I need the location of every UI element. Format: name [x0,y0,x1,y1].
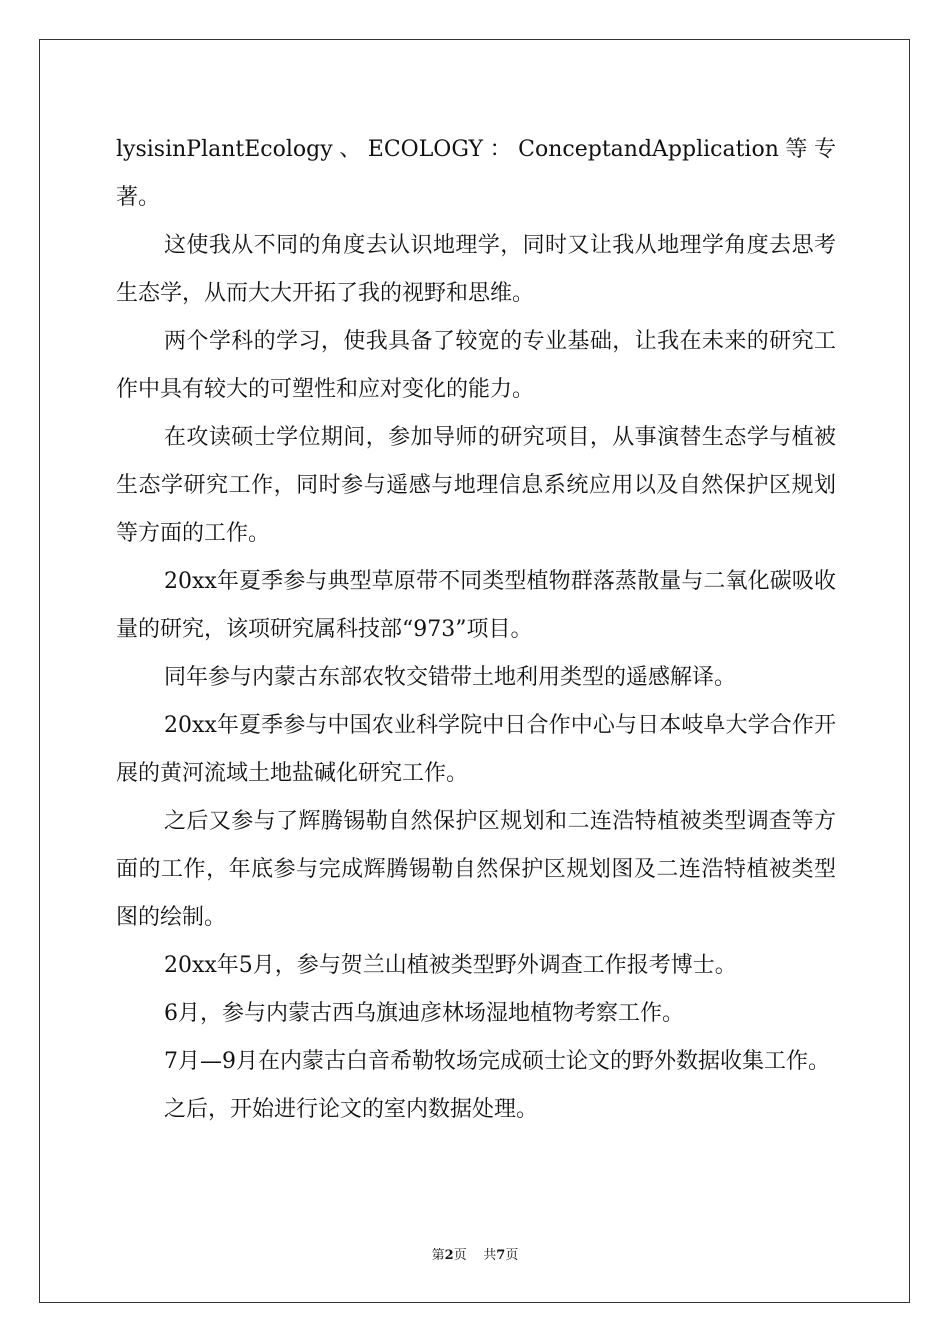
paragraph-12: 之后，开始进行论文的室内数据处理。 [164,1097,539,1122]
page-suffix: 页 [453,1248,467,1263]
total-suffix: 页 [505,1248,519,1263]
paragraph-3: 两个学科的学习，使我具备了较宽的专业基础，让我在未来的研究工作中具有较大的可塑性和应对变化的能力。 [116,329,836,402]
paragraph-6: 同年参与内蒙古东部农牧交错带土地利用类型的遥感解译。 [164,665,737,690]
paragraph-11: 7月—9月在内蒙古白音希勒牧场完成硕士论文的野外数据收集工作。 [164,1049,830,1074]
page-footer [0,1244,950,1263]
page-number: 2 [444,1248,454,1263]
paragraph-5: 20xx年夏季参与典型草原带不同类型植物群落蒸散量与二氧化碳吸收量的研究，该项研究属科技部“973”项目。 [116,569,836,642]
paragraph-7: 20xx年夏季参与中国农业科学院中日合作中心与日本岐阜大学合作开展的黄河流域土地盐碱化研究工作。 [116,713,836,786]
paragraph-8: 之后又参与了辉腾锡勒自然保护区规划和二连浩特植被类型调查等方面的工作，年底参与完成辉腾锡勒自然保护区规划图及二连浩特植被类型图的绘制。 [116,809,836,930]
paragraph-4: 在攻读硕士学位期间，参加导师的研究项目，从事演替生态学与植被生态学研究工作，同时参与遥感与地理信息系统应用以及自然保护区规划等方面的工作。 [116,425,836,546]
total-pages: 7 [496,1248,506,1263]
paragraph-1: lysisinPlantEcology、ECOLOGY：ConceptandApplication等专著。 [116,137,836,210]
paragraph-9: 20xx年5月，参与贺兰山植被类型野外调查工作报考博士。 [164,953,737,978]
paragraph-10: 6月，参与内蒙古西乌旗迪彦林场湿地植物考察工作。 [164,1001,684,1026]
page-prefix: 第 [431,1248,445,1263]
total-prefix: 共 [483,1248,497,1263]
document-body [116,126,836,1134]
paragraph-2: 这使我从不同的角度去认识地理学，同时又让我从地理学角度去思考生态学，从而大大开拓了我的视野和思维。 [116,233,836,306]
